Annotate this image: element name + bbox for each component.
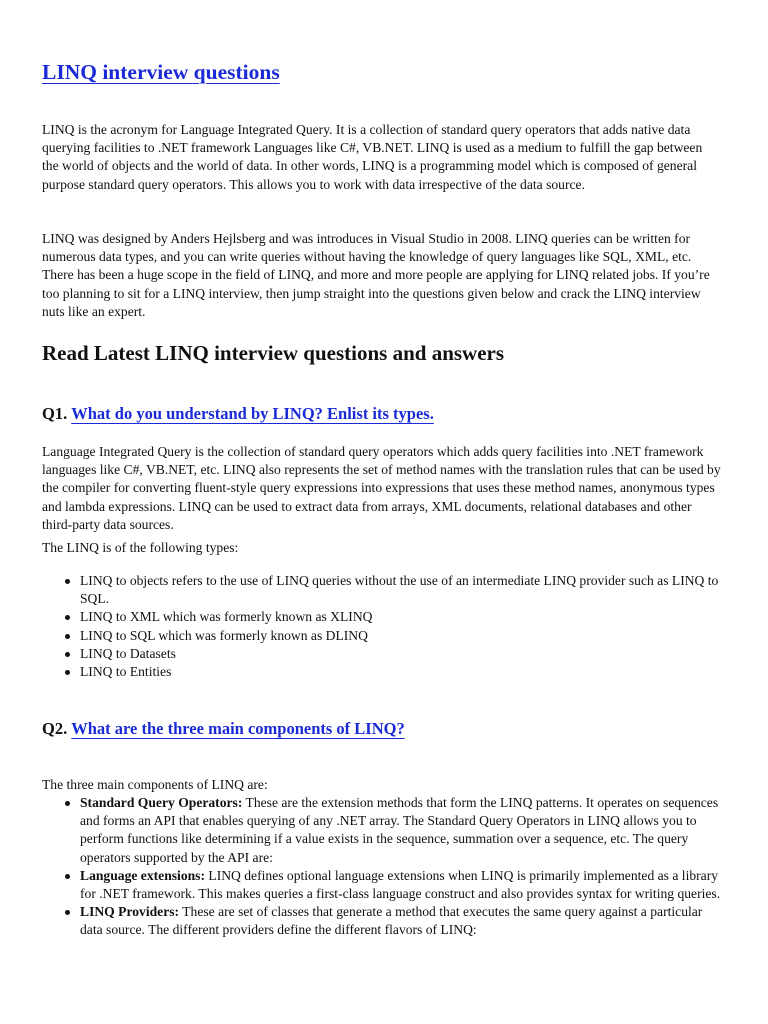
q2-question-link[interactable]: What are the three main components of LINQ? <box>71 719 405 738</box>
q1-heading <box>42 404 434 424</box>
title-container <box>42 60 280 85</box>
q2-number: Q2. <box>42 719 68 738</box>
bullet-icon <box>65 801 70 806</box>
list-item <box>42 903 722 939</box>
component-term: Language extensions: <box>80 867 205 883</box>
bullet-icon <box>65 579 70 584</box>
list-item <box>42 572 722 608</box>
section-heading: Read Latest LINQ interview questions and answers <box>42 341 505 365</box>
q1-answer: Language Integrated Query is the collection of standard query operators which adds query facilities into .NET framework languages like C#, VB.NET, etc. LINQ also represents the set of method names with the translation rules that can be used by the compiler for converting fluent-style query expressions into expressions that uses these method names, anonymous types and lambda expressions. LINQ can be used to extract data from arrays, XML documents, relational databases and other third-party data sources. <box>42 444 721 532</box>
list-item <box>42 867 722 903</box>
q1-types-intro: The LINQ is of the following types: <box>42 540 239 555</box>
list-item-text: LINQ to objects refers to the use of LINQ queries without the use of an intermediate LINQ provider such as LINQ to SQL. <box>80 573 719 607</box>
page-title-link[interactable]: LINQ interview questions <box>42 60 280 84</box>
bullet-icon <box>65 874 70 879</box>
q2-components-list <box>42 794 722 940</box>
list-item <box>42 794 722 867</box>
list-item-text: LINQ to SQL which was formerly known as DLINQ <box>80 627 368 643</box>
component-term: LINQ Providers: <box>80 904 180 920</box>
bullet-icon <box>65 634 70 639</box>
intro-paragraph-2: LINQ was designed by Anders Hejlsberg and was introduces in Visual Studio in 2008. LINQ queries can be written for numerous data types, and you can write queries without having the knowledge of query languages like SQL, XML, etc. There has been a huge scope in the field of LINQ, and more and more people are applying for LINQ related jobs. If you’re too planning to sit for a LINQ interview, then jump straight into the questions given below and crack the LINQ interview nuts like an expert. <box>42 231 710 319</box>
q2-heading <box>42 719 405 739</box>
list-item-text: LINQ to Datasets <box>80 645 176 661</box>
q1-number: Q1. <box>42 404 68 423</box>
list-item-text: LINQ to XML which was formerly known as XLINQ <box>80 609 373 625</box>
q2-intro: The three main components of LINQ are: <box>42 777 268 792</box>
list-item <box>42 608 722 626</box>
list-item <box>42 645 722 663</box>
component-term: Standard Query Operators: <box>80 795 243 810</box>
q1-types-list <box>42 572 722 681</box>
component-text: These are set of classes that generate a method that executes the same query against a particular data source. The different providers define the different flavors of LINQ: <box>80 904 703 938</box>
bullet-icon <box>65 615 70 620</box>
list-item-text: LINQ to Entities <box>80 664 172 680</box>
list-item <box>42 663 722 681</box>
q1-question-link[interactable]: What do you understand by LINQ? Enlist its types. <box>71 404 434 423</box>
bullet-icon <box>65 652 70 657</box>
intro-paragraph-1: LINQ is the acronym for Language Integrated Query. It is a collection of standard query operators that adds native data querying facilities to .NET framework Languages like C#, VB.NET. LINQ is used as a medium to fulfill the gap between the world of objects and the world of data. In other words, LINQ is a programming model which is composed of general purpose standard query operators. This allows you to work with data irrespective of the data source. <box>42 122 703 192</box>
bullet-icon <box>65 910 70 915</box>
component-text: These are the extension methods that form the LINQ patterns. It operates on sequences and forms an API that enables querying of any .NET array. The Standard Query Operators in LINQ allows you to perform functions like determining if a value exists in the sequence, summation over a sequence, etc. The query operators supported by the API are: <box>80 795 719 865</box>
bullet-icon <box>65 670 70 675</box>
list-item <box>42 627 722 645</box>
component-text: LINQ defines optional language extensions when LINQ is primarily implemented as a library for .NET framework. This makes queries a first-class language construct and also provides syntax for writing queries. <box>80 867 721 902</box>
